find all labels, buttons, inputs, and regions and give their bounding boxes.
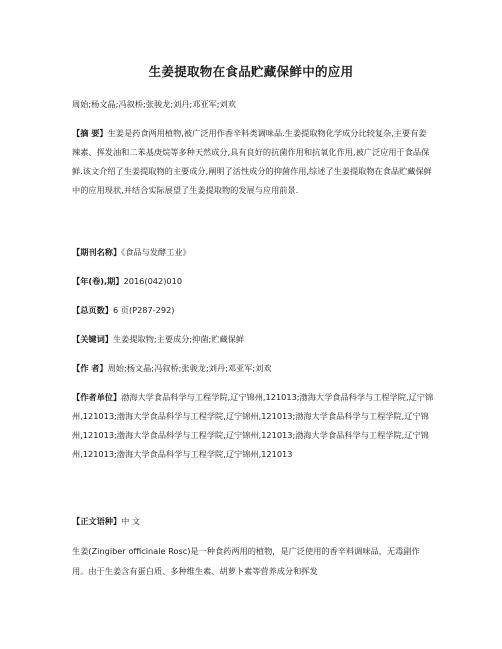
year-issue-field [72, 272, 434, 291]
journal-value: 《食品与发酵工业》 [121, 247, 191, 257]
author-field [72, 359, 434, 378]
language-value: 中 文 [121, 516, 141, 526]
pages-value: 6 页(P287-292) [112, 305, 175, 315]
keywords-field [72, 330, 434, 349]
abstract-text: 生姜是药食两用植物,被广泛用作香辛料类调味品.生姜提取物化学成分比较复杂,主要有姜辣素、挥发油和二苯基庚烷等多种天然成分,具有良好的抗菌作用和抗氧化作用,被广泛应用于食品保鲜.该文介绍了生姜提取物的主要成分,阐明了活性成分的抑菌作用,综述了生姜提取物在食品贮藏保鲜中的应用现状,并结合实际展望了生姜提取物的发展与应用前景. [72, 128, 432, 195]
journal-field [72, 243, 434, 262]
affiliation-value: 渤海大学食品科学与工程学院,辽宁锦州,121013;渤海大学食品科学与工程学院,辽宁锦州,121013;渤海大学食品科学与工程学院,辽宁锦州,121013;渤海大学食品科学与工程学院,辽宁锦州,121013;渤海大学食品科学与工程学院,辽宁锦州,121013;渤海大学食品科学与工程学院,辽宁锦州,121013;渤海大学食品科学与工程学院,辽宁锦州,121013 [72, 392, 434, 459]
author-label: 【作 者】 [72, 363, 108, 373]
language-field [72, 512, 434, 531]
year-issue-label: 【年(卷),期】 [72, 276, 124, 286]
pages-label: 【总页数】 [72, 305, 113, 315]
keywords-label: 【关键词】 [72, 334, 113, 344]
author-value: 周始;杨文晶;冯叙桥;张骏龙;刘丹;邓亚军;刘欢 [107, 363, 272, 373]
document-title: 生姜提取物在食品贮藏保鲜中的应用 [148, 64, 354, 79]
abstract-label: 【摘 要】 [72, 128, 108, 138]
journal-label: 【期刊名称】 [72, 247, 122, 257]
pages-field [72, 301, 434, 320]
language-label: 【正文语种】 [72, 516, 122, 526]
body-paragraph: 生姜(Zingiber officinale Rosc)是一种食药两用的植物，是广泛使用的香辛料调味品，无毒副作用。由于生姜含有蛋白质、多种维生素、胡萝卜素等营养成分和挥发 [72, 546, 420, 576]
affiliation-label: 【作者单位】 [72, 392, 122, 402]
year-issue-value: 2016(042)010 [123, 276, 183, 286]
keywords-value: 生姜提取物;主要成分;抑菌;贮藏保鲜 [112, 334, 245, 344]
affiliation-field [72, 388, 434, 464]
authors-line: 周始;杨文晶;冯叙桥;张骏龙;刘丹;邓亚军;刘欢 [72, 99, 236, 109]
abstract-section [72, 124, 434, 200]
